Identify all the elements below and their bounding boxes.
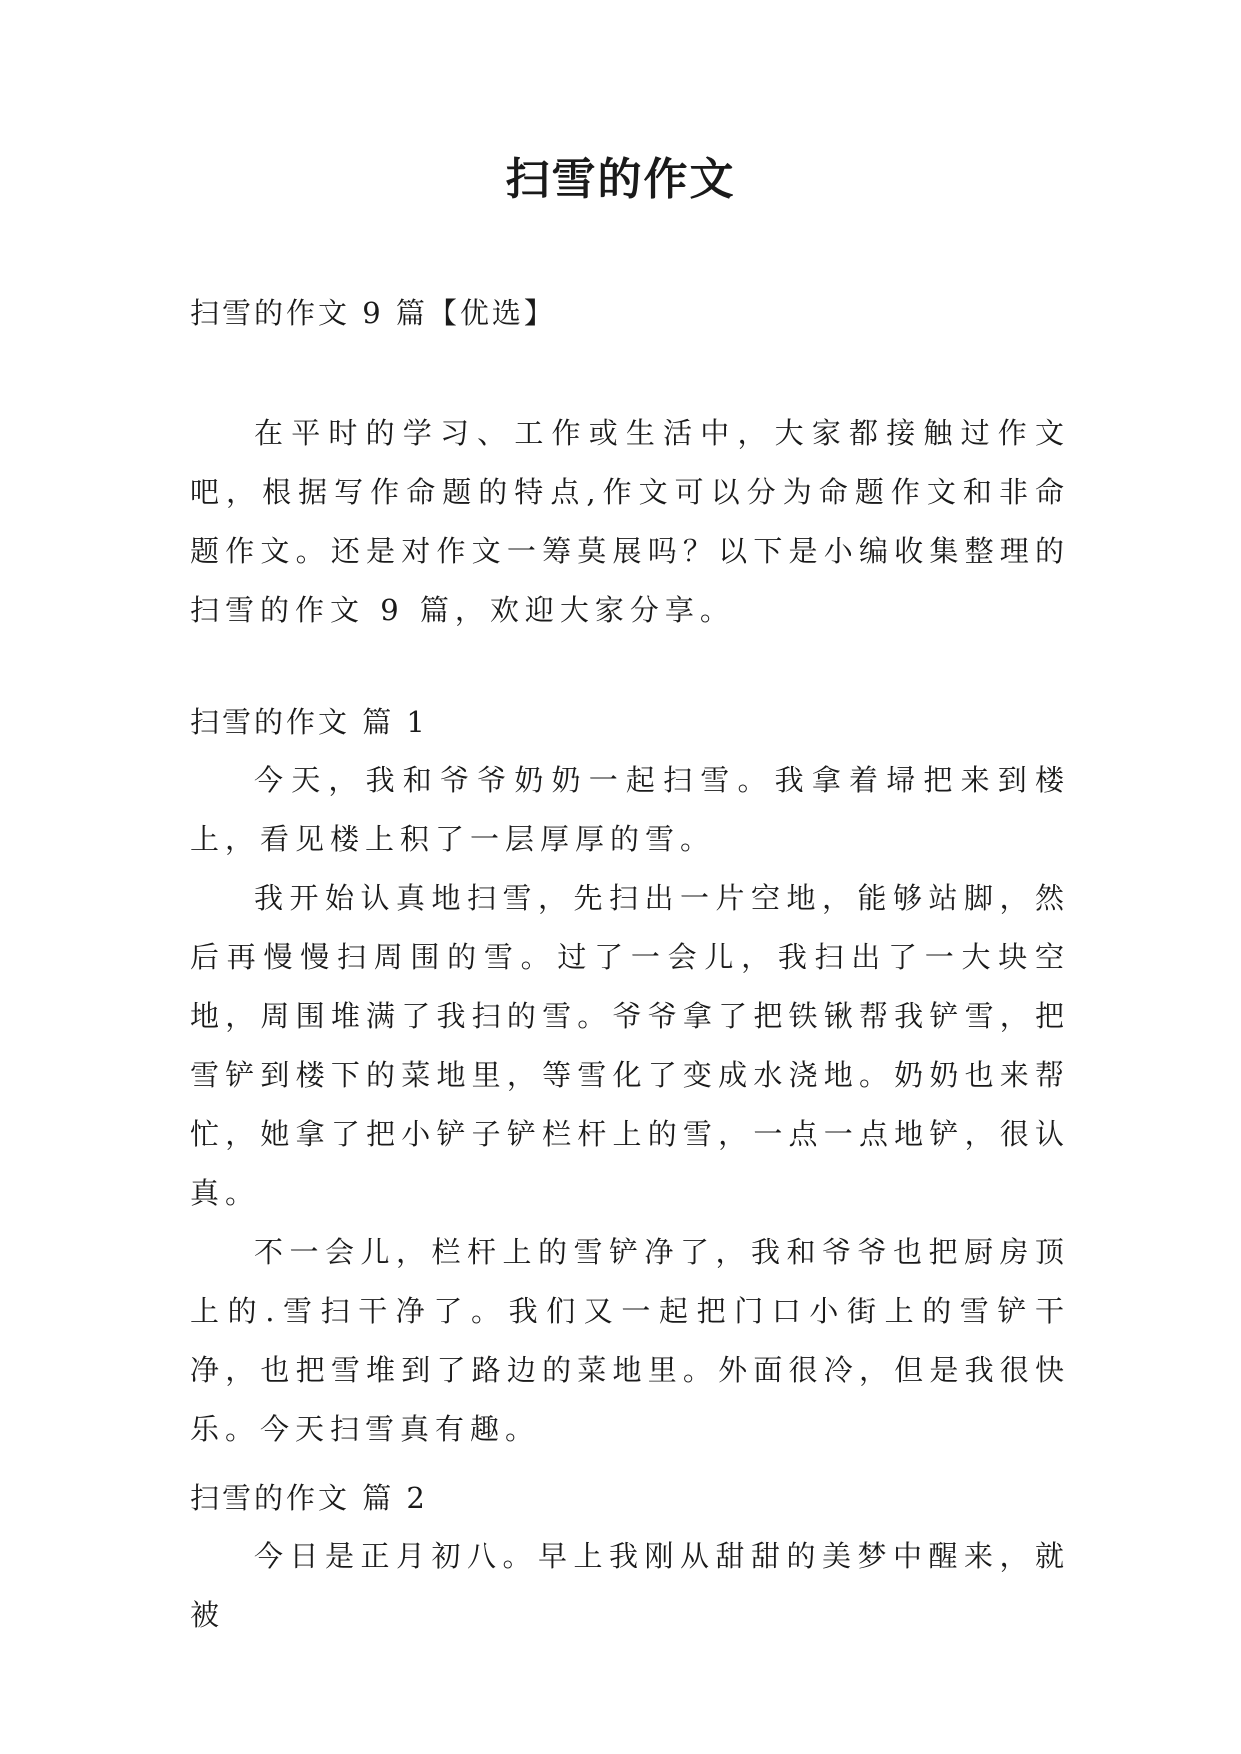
intro-paragraph: 在平时的学习、工作或生活中，大家都接触过作文吧，根据写作命题的特点,作文可以分为命题作文和非命题作文。还是对作文一筹莫展吗？以下是小编收集整理的扫雪的作文 9 篇，欢迎大家分享。	[190, 416, 1070, 627]
section-1-paragraph-1: 今天，我和爷爷奶奶一起扫雪。我拿着埽把来到楼上，看见楼上积了一层厚厚的雪。	[190, 763, 1070, 856]
document-subtitle: 扫雪的作文 9 篇【优选】	[190, 296, 556, 330]
section-1-heading: 扫雪的作文 篇 1	[190, 705, 428, 739]
document-title: 扫雪的作文	[505, 154, 736, 205]
section-1-body	[190, 751, 1070, 1459]
section-2-heading: 扫雪的作文 篇 2	[190, 1481, 428, 1515]
section-2-body	[190, 1527, 1070, 1645]
section-1-paragraph-3: 不一会儿，栏杆上的雪铲净了，我和爷爷也把厨房顶上的.雪扫干净了。我们又一起把门口小街上的雪铲干净，也把雪堆到了路边的菜地里。外面很冷，但是我很快乐。今天扫雪真有趣。	[190, 1235, 1070, 1446]
section-1-paragraph-2: 我开始认真地扫雪，先扫出一片空地，能够站脚，然后再慢慢扫周围的雪。过了一会儿，我扫出了一大块空地，周围堆满了我扫的雪。爷爷拿了把铁锹帮我铲雪，把雪铲到楼下的菜地里，等雪化了变成水浇地。奶奶也来帮忙，她拿了把小铲子铲栏杆上的雪，一点一点地铲，很认真。	[190, 881, 1070, 1210]
section-2-paragraph-1: 今日是正月初八。早上我刚从甜甜的美梦中醒来，就被	[190, 1539, 1070, 1632]
